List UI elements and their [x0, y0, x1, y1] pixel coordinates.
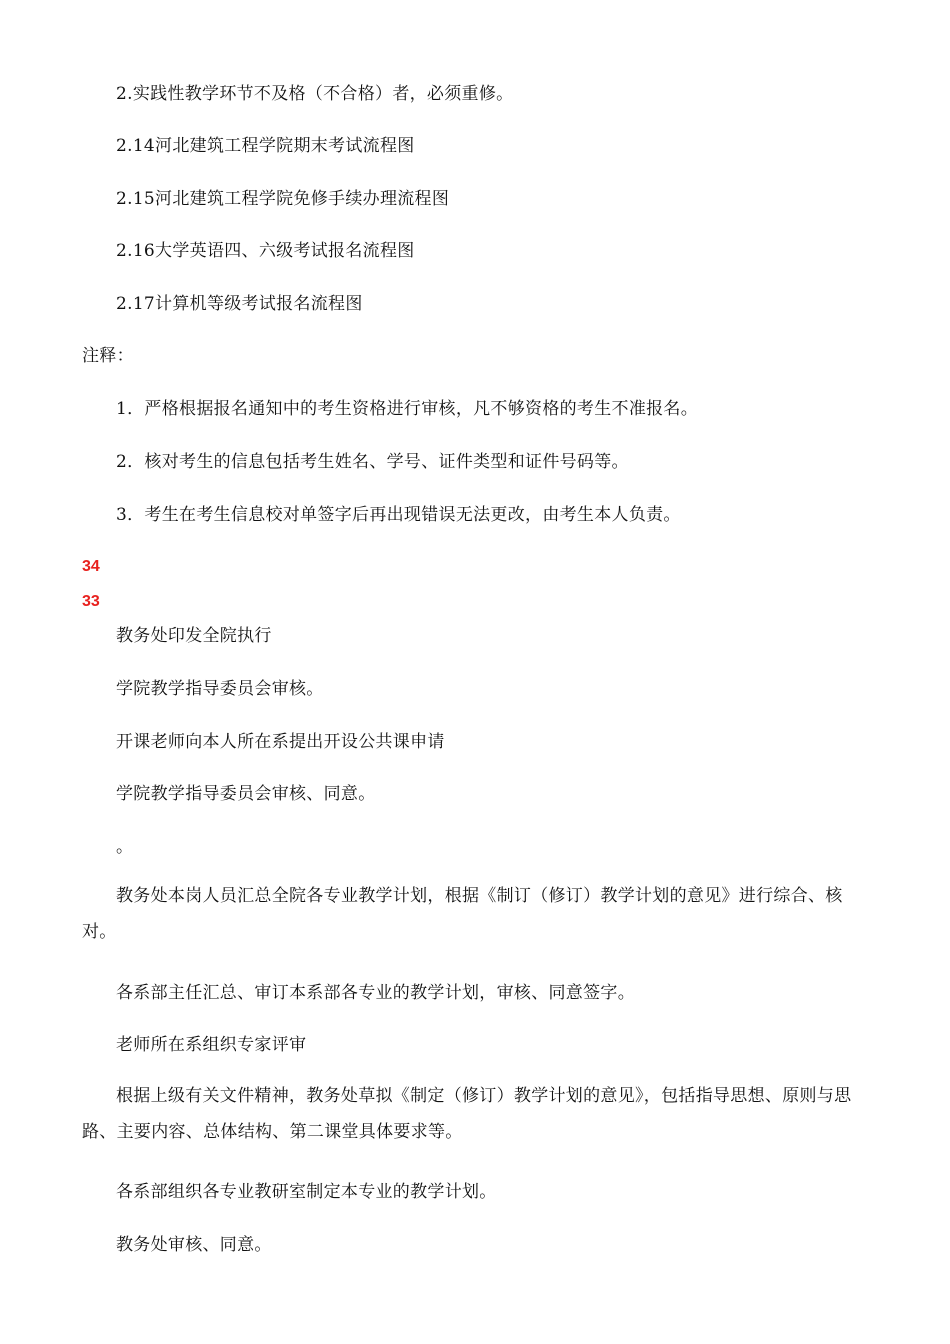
note-3: 3．考生在考生信息校对单签字后再出现错误无法更改，由考生本人负责。	[116, 505, 681, 525]
top-item-1: 2.实践性教学环节不及格（不合格）者，必须重修。	[116, 84, 514, 104]
flow-item-4: 学院教学指导委员会审核、同意。	[116, 784, 376, 804]
top-item-3: 2.15河北建筑工程学院免修手续办理流程图	[116, 189, 450, 209]
top-item-2: 2.14河北建筑工程学院期末考试流程图	[116, 136, 415, 156]
flow-item-3: 开课老师向本人所在系提出开设公共课申请	[116, 732, 445, 752]
note-1: 1．严格根据报名通知中的考生资格进行审核，凡不够资格的考生不准报名。	[116, 399, 699, 419]
flow-item-10: 各系部组织各专业教研室制定本专业的教学计划。	[116, 1182, 497, 1202]
page-number-34: 34	[82, 558, 100, 575]
page-number-33: 33	[82, 593, 100, 610]
top-item-5: 2.17计算机等级考试报名流程图	[116, 294, 363, 314]
notes-heading: 注释：	[82, 346, 134, 366]
flow-item-1: 教务处印发全院执行	[116, 626, 272, 646]
note-2: 2．核对考生的信息包括考生姓名、学号、证件类型和证件号码等。	[116, 452, 629, 472]
flow-item-5: 。	[116, 837, 134, 857]
flow-item-9: 根据上级有关文件精神，教务处草拟《制定（修订）教学计划的意见》，包括指导思想、原则与思路、主要内容、总体结构、第二课堂具体要求等。	[82, 1086, 852, 1142]
flow-item-11: 教务处审核、同意。	[116, 1235, 272, 1255]
flow-item-7: 各系部主任汇总、审订本系部各专业的教学计划，审核、同意签字。	[116, 983, 635, 1003]
flow-item-6: 教务处本岗人员汇总全院各专业教学计划，根据《制订（修订）教学计划的意见》进行综合、核对。	[82, 886, 843, 942]
flow-item-8: 老师所在系组织专家评审	[116, 1035, 307, 1055]
flow-item-2: 学院教学指导委员会审核。	[116, 679, 324, 699]
top-item-4: 2.16大学英语四、六级考试报名流程图	[116, 241, 415, 261]
